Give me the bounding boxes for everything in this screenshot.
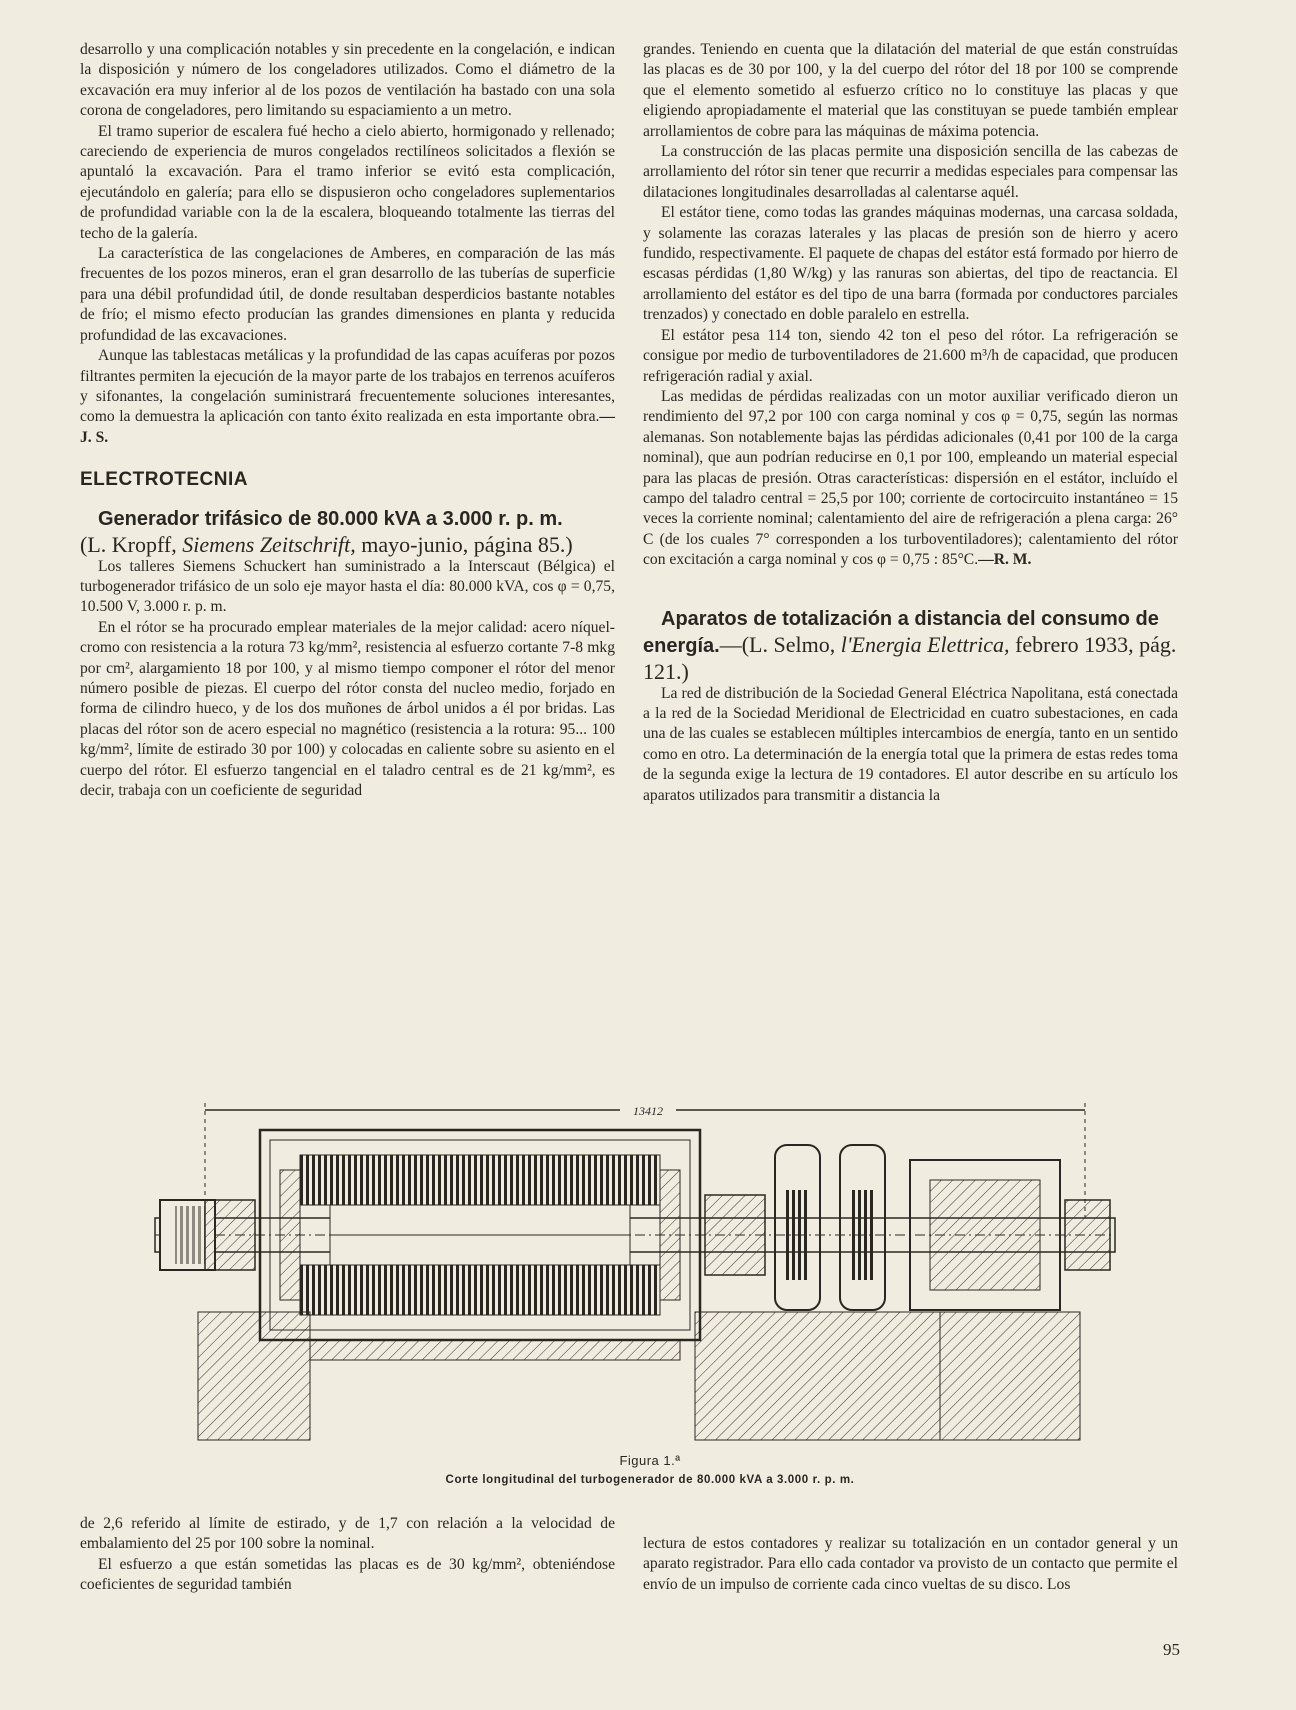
paragraph-text: Aunque las tablestacas metálicas y la profundidad de las capas acuíferas por pozos filtrantes permiten la ejecución de la mayor parte de los trabajos en terrenos acuíferos y sifonantes, la congelación suministrará frecuentemente soluciones interesantes, como la demuestra la aplicación con tanto éxito realizada en esta importante obra. <box>80 347 615 426</box>
article-title <box>80 505 615 557</box>
figure-caption <box>150 1453 1150 1486</box>
paragraph: lectura de estos contadores y realizar su totalización en un contador general y un aparato registrador. Para ello cada contador va provisto de un contacto que permite el envío de un impulso de corriente cada cinco vueltas de su disco. Los <box>643 1535 1178 1593</box>
page-number: 95 <box>1163 1640 1180 1659</box>
reference-details: febrero 1933, pág. 121.) <box>643 631 1177 684</box>
article-title-text: Aparatos de totalización a distancia del consumo de energía. <box>643 607 1159 657</box>
author-signature: —R. M. <box>978 551 1032 569</box>
reference-journal: Siemens Zeitschrift, <box>182 531 356 557</box>
article-reference <box>643 632 1176 684</box>
dimension-label: 13412 <box>633 1104 663 1118</box>
paragraph: La característica de las congelaciones de Amberes, en comparación de las más frecuentes de los pozos mineros, eran el gran desarrollo de las tuberías de superficie para una débil profundidad útil, de donde resultaban desperdicios bastante notables de frío; el mismo efecto producían las grandes dimensiones en planta y reducida profundidad de las excavaciones. <box>80 245 615 344</box>
paragraph: de 2,6 referido al límite de estirado, y de 1,7 con relación a la velocidad de embalamiento del 25 por 100 sobre la nominal. <box>80 1515 615 1553</box>
paragraph: grandes. Teniendo en cuenta que la dilatación del material de que están construídas las placas es de 30 por 100, y la del cuerpo del rótor del 18 por 100 se comprende que el elemento sometido al esfuerzo crítico no lo constituye las placas y que eligiendo apropiadamente el material que las constituyan se puede también emplear arrollamientos de cobre para las máquinas de máxima potencia. <box>643 41 1178 140</box>
right-column-top <box>643 40 1178 806</box>
paragraph: El tramo superior de escalera fué hecho a cielo abierto, hormigonado y rellenado; careciendo de experiencia de muros congelados rectilíneos solicitados a flexión se apuntaló la excavación. Para el tramo inferior se evitó esta complicación, ejecutándolo en galería; para ello se dispusieron ocho congeladores suplementarios de profundidad variable con la de la escalera, bloqueando totalmente las tierras del techo de la galería. <box>80 122 615 242</box>
turbogenerator-cross-section-drawing <box>150 1100 1150 1445</box>
paragraph <box>643 387 1178 571</box>
paragraph: Los talleres Siemens Schuckert han suministrado a la Interscaut (Bélgica) el turbogenerador trifásico de un solo eje mayor hasta el día: 80.000 kVA, cos φ = 0,75, 10.500 V, 3.000 r. p. m. <box>80 557 615 616</box>
article-title-text: Generador trifásico de 80.000 kVA a 3.000 r. p. m. <box>98 507 563 530</box>
paragraph: La red de distribución de la Sociedad General Eléctrica Napolitana, está conectada a la red de la Sociedad Meridional de Electricidad en cuatro subestaciones, en cada una de las cuales se establecen múltiples intercambios de energía, tanto en un sentido como en otro. La determinación de la energía total que la primera de estas redes toma de la segunda exige la lectura de 19 contadores. El autor describe en su artículo los aparatos utilizados para transmitir a distancia la <box>643 684 1178 804</box>
figure-label: Figura 1.ª <box>619 1453 681 1468</box>
author-signature: —J. S. <box>80 408 615 446</box>
paragraph: En el rótor se ha procurado emplear materiales de la mejor calidad: acero níquel-cromo con resistencia a la rotura 73 kg/mm², resistencia al esfuerzo cortante 7-8 mkg por cm², alargamiento 18 por 100, y al mismo tiempo componer el rótor del menor número posible de piezas. El cuerpo del rótor consta del nucleo medio, forjado en forma de cilindro hueco, y de los dos muñones de árbol unidos a él por bridas. Las placas del rótor son de acero especial no magnético (resistencia a la rotura: 95... 100 kg/mm², límite de estirado 30 por 100) y colocadas en caliente sobre su asiento en el cuerpo del rótor. El esfuerzo tangencial en el taladro central es de 21 kg/mm², es decir, trabaja con un coeficiente de seguridad <box>80 618 615 799</box>
paragraph: El estátor pesa 114 ton, siendo 42 ton el peso del rótor. La refrigeración se consigue por medio de turboventiladores de 21.600 m³/h de capacidad, que producen refrigeración radial y axial. <box>643 326 1178 385</box>
right-column-bottom <box>643 1534 1178 1595</box>
left-column-bottom <box>80 1514 615 1596</box>
paragraph: El estátor tiene, como todas las grandes máquinas modernas, una carcasa soldada, y solamente las corazas laterales y las placas de presión son de hierro y acero fundido, respectivamente. El paquete de chapas del estátor está formado por hierro de escasas pérdidas (1,80 W/kg) y las ranuras son abiertas, del tipo de reactancia. El arrollamiento del estátor es del tipo de una barra (formada por conductores parciales trenzados) y conectado en doble paralelo en estrella. <box>643 204 1178 324</box>
paragraph: El esfuerzo a que están sometidas las placas es de 30 kg/mm², obteniéndose coeficientes de seguridad también <box>80 1555 615 1594</box>
section-title: ELECTROTECNIA <box>80 469 248 491</box>
article-title <box>643 605 1178 684</box>
foundation-hatching <box>198 1312 1080 1440</box>
left-column-top <box>80 40 615 801</box>
reference-author: (L. Kropff, <box>80 531 183 557</box>
reference-author: —(L. Selmo, <box>719 631 841 657</box>
figure-description: Corte longitudinal del turbogenerador de 80.000 kVA a 3.000 r. p. m. <box>445 1474 855 1486</box>
paragraph-text: Las medidas de pérdidas realizadas con un motor auxiliar verificado dieron un rendimiento del 97,2 por 100 con carga nominal y cos φ = 0,75, según las normas alemanas. Son notablemente bajas las pérdidas adicionales (0,41 por 100 de la carga nominal), que aun podrían reducirse en 0,1 por 100, empleando un material especial para las placas de presión. Otras características: dispersión en el estátor, incluído el campo del taladro central = 25,5 por 100; corriente de cortocircuito instantáneo = 15 veces la corriente nominal; calentamiento del aire de refrigeración a plena carga: 26° C (de los cuales 7° corresponden a los turboventiladores); calentamiento del rótor con excitación a carga nominal y cos φ = 0,75 : 85°C. <box>643 387 1178 569</box>
reference-journal: l'Energia Elettrica, <box>840 631 1010 657</box>
paragraph: La construcción de las placas permite una disposición sencilla de las cabezas de arrollamiento del rótor sin tener que recurrir a medidas especiales para compensar las dilataciones longitudinales desarrolladas al calentarse aquél. <box>643 143 1178 201</box>
reference-details: mayo-junio, página 85.) <box>355 531 573 557</box>
article-reference <box>80 532 573 557</box>
paragraph <box>80 346 615 448</box>
paragraph: desarrollo y una complicación notables y sin precedente en la congelación, e indican la disposición y número de los congeladores utilizados. Como el diámetro de la excavación era muy inferior al de los pozos de ventilación ha bastado con una sola corona de congeladores, pero limitando su espaciamiento a un metro. <box>80 41 615 120</box>
